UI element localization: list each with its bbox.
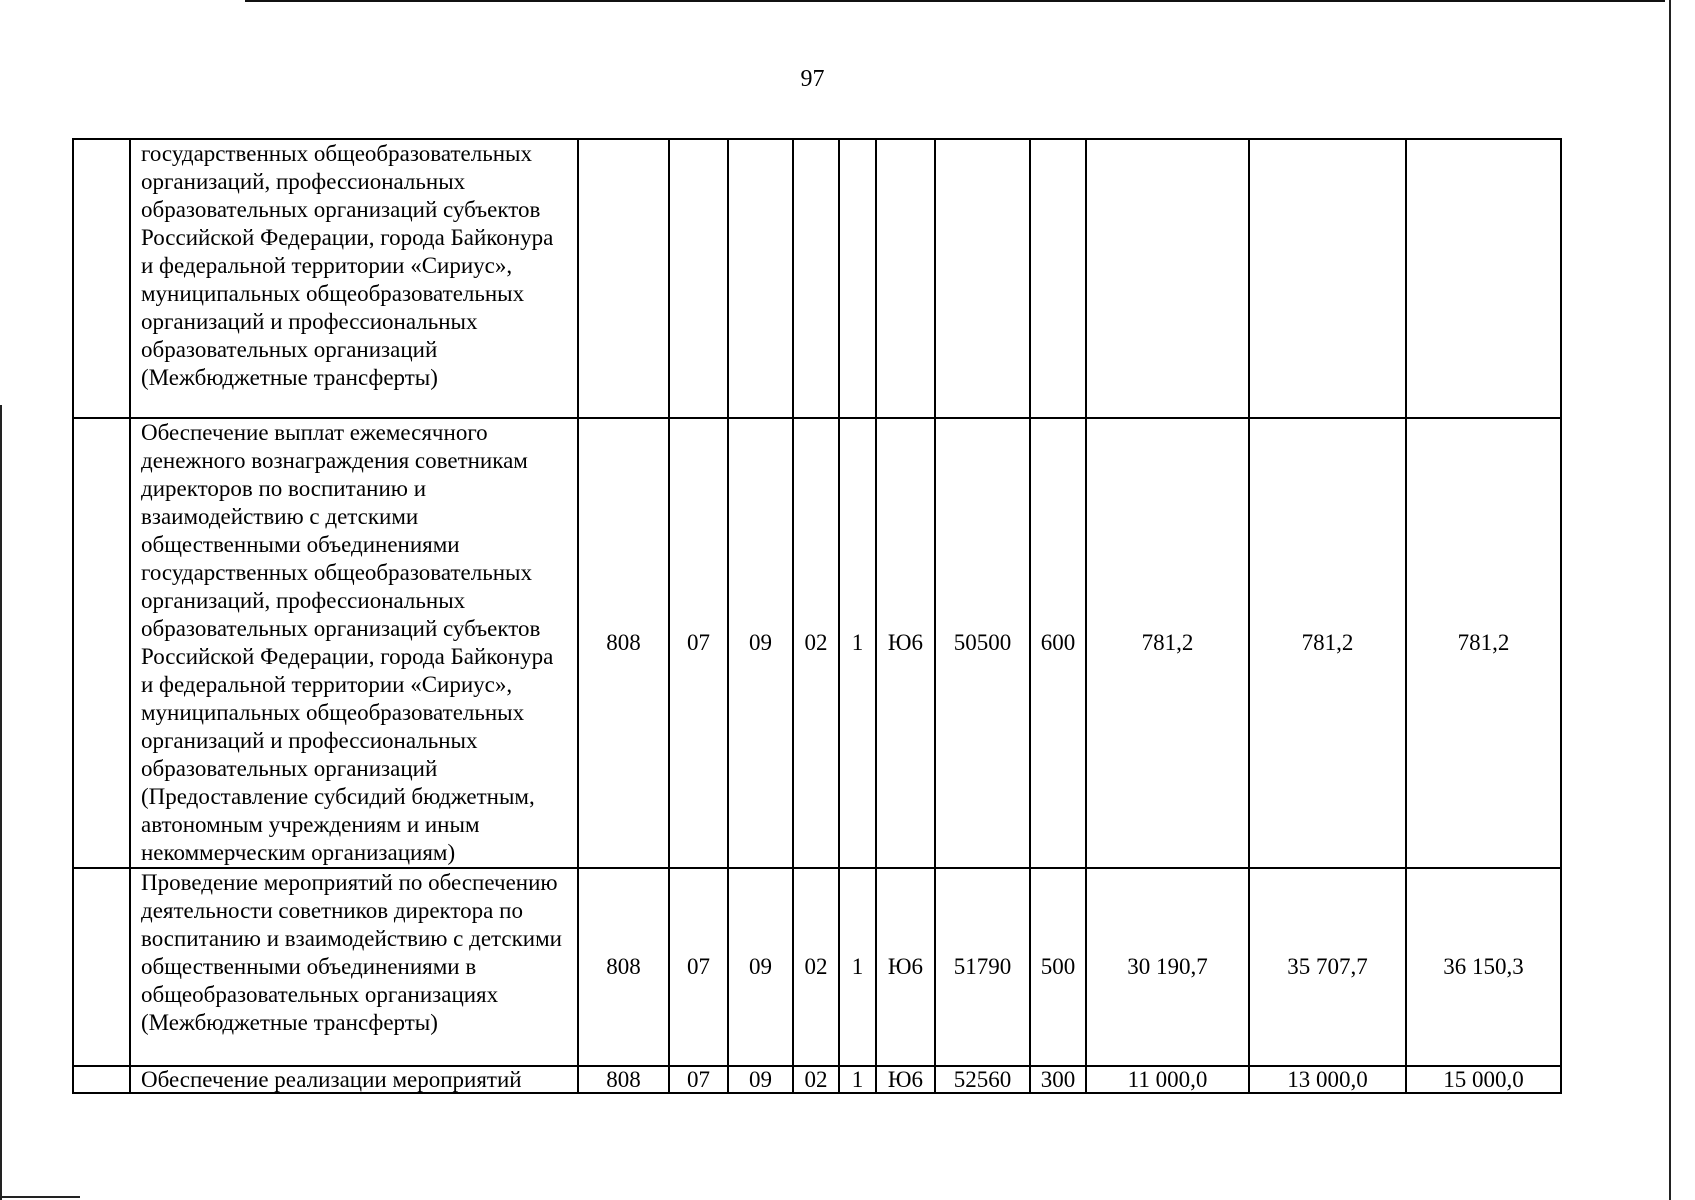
section-cell	[669, 139, 728, 418]
amount-3-cell: 781,2	[1406, 418, 1561, 868]
table-row	[73, 1066, 1561, 1093]
amount-1-cell: 781,2	[1086, 418, 1249, 868]
program-cell	[793, 139, 839, 418]
program-cell: 02	[793, 868, 839, 1066]
scan-border-top	[245, 0, 1665, 2]
direction-cell: 51790	[935, 868, 1030, 1066]
subprogram-cell: 1	[839, 868, 876, 1066]
page-number: 97	[800, 66, 825, 92]
description-cell: Обеспечение реализации мероприятий	[130, 1066, 578, 1093]
code-cell: 808	[578, 868, 669, 1066]
subprogram-cell: 1	[839, 418, 876, 868]
budget-table	[72, 138, 1562, 1094]
amount-3-cell	[1406, 139, 1561, 418]
project-cell	[876, 139, 935, 418]
project-cell: Ю6	[876, 418, 935, 868]
description-cell: Проведение мероприятий по обеспечению деятельности советников директора по воспитанию и взаимодействию с детскими общественными объединениями в общеобразовательных организациях (Межбюджетные трансферты)	[130, 868, 578, 1066]
subsection-cell: 09	[728, 1066, 793, 1093]
scan-border-left	[0, 405, 2, 1200]
project-cell: Ю6	[876, 868, 935, 1066]
direction-cell: 52560	[935, 1066, 1030, 1093]
description-cell: государственных общеобразовательных организаций, профессиональных образовательных организаций субъектов Российской Федерации, города Байконура и федеральной территории «Сириус», муниципальных общеобразовательных организаций и профессиональных образовательных организаций (Межбюджетные трансферты)	[130, 139, 578, 418]
subsection-cell: 09	[728, 868, 793, 1066]
code-cell	[578, 139, 669, 418]
expense-type-cell: 500	[1030, 868, 1086, 1066]
amount-3-cell: 36 150,3	[1406, 868, 1561, 1066]
direction-cell	[935, 139, 1030, 418]
program-cell: 02	[793, 418, 839, 868]
scan-border-bottom	[0, 1196, 80, 1198]
code-cell: 808	[578, 418, 669, 868]
section-cell: 07	[669, 868, 728, 1066]
row-number-cell	[73, 418, 130, 868]
section-cell: 07	[669, 1066, 728, 1093]
amount-3-cell: 15 000,0	[1406, 1066, 1561, 1093]
expense-type-cell	[1030, 139, 1086, 418]
table-row	[73, 418, 1561, 868]
amount-2-cell	[1249, 139, 1406, 418]
code-cell: 808	[578, 1066, 669, 1093]
subsection-cell	[728, 139, 793, 418]
row-number-cell	[73, 1066, 130, 1093]
scan-border-right	[1669, 0, 1671, 1200]
section-cell: 07	[669, 418, 728, 868]
amount-1-cell	[1086, 139, 1249, 418]
amount-1-cell: 11 000,0	[1086, 1066, 1249, 1093]
expense-type-cell: 600	[1030, 418, 1086, 868]
description-cell: Обеспечение выплат ежемесячного денежного вознаграждения советникам директоров по воспитанию и взаимодействию с детскими общественными объединениями государственных общеобразовательных организаций, профессиональных образовательных организаций субъектов Российской Федерации, города Байконура и федеральной территории «Сириус», муниципальных общеобразовательных организаций и профессиональных образовательных организаций (Предоставление субсидий бюджетным, автономным учреждениям и иным некоммерческим организациям)	[130, 418, 578, 868]
amount-2-cell: 35 707,7	[1249, 868, 1406, 1066]
subsection-cell: 09	[728, 418, 793, 868]
subprogram-cell: 1	[839, 1066, 876, 1093]
table-row	[73, 868, 1561, 1066]
amount-2-cell: 781,2	[1249, 418, 1406, 868]
row-number-cell	[73, 139, 130, 418]
table-row	[73, 139, 1561, 418]
row-number-cell	[73, 868, 130, 1066]
project-cell: Ю6	[876, 1066, 935, 1093]
direction-cell: 50500	[935, 418, 1030, 868]
program-cell: 02	[793, 1066, 839, 1093]
amount-2-cell: 13 000,0	[1249, 1066, 1406, 1093]
expense-type-cell: 300	[1030, 1066, 1086, 1093]
subprogram-cell	[839, 139, 876, 418]
amount-1-cell: 30 190,7	[1086, 868, 1249, 1066]
